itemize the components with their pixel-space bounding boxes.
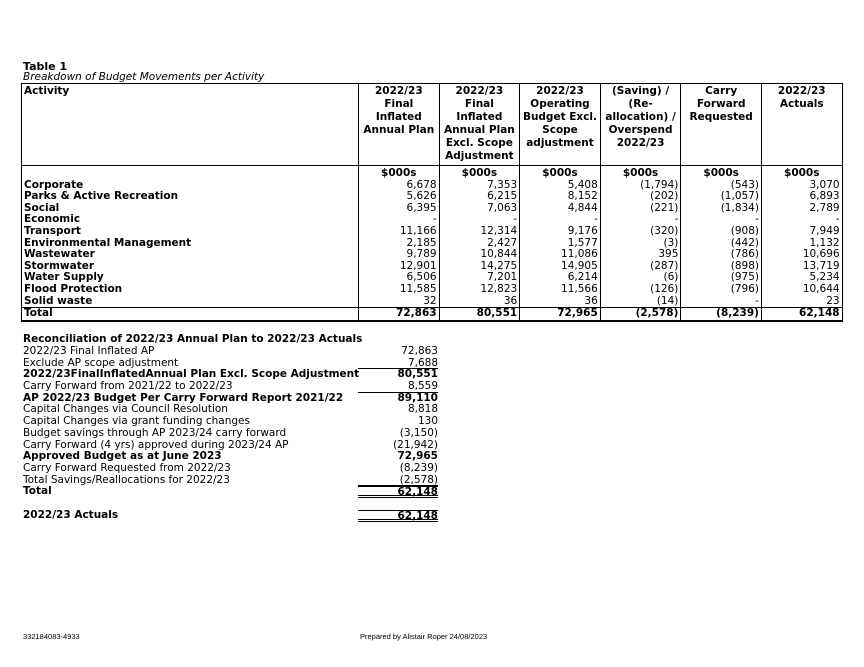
activity-name: Economic (22, 214, 359, 226)
reconciliation-label: Exclude AP scope adjustment (23, 356, 179, 369)
reconciliation-label: Capital Changes via grant funding changes (23, 415, 250, 428)
value-cell: (898) (681, 261, 762, 273)
value-cell: 3,070 (761, 180, 842, 192)
units-row (22, 166, 843, 180)
reconciliation-label: Total Savings/Reallocations for 2022/23 (23, 473, 230, 486)
reconciliation-label: 2022/23FinalInflatedAnnual Plan Excl. Scope Adjustment (23, 368, 360, 381)
column-header-actuals: 2022/23 Actuals (761, 84, 842, 166)
value-cell: (1,794) (600, 180, 681, 192)
reconciliation-label: Capital Changes via Council Resolution (23, 403, 228, 416)
reconciliation-label: Budget savings through AP 2023/24 carry forward (23, 426, 287, 439)
reconciliation-value: 130 (417, 415, 438, 428)
reconciliation-label: Carry Forward Requested from 2022/23 (23, 461, 231, 474)
activity-name: Environmental Management (22, 238, 359, 250)
value-cell: 62,148 (761, 308, 842, 321)
value-cell: 11,566 (520, 284, 601, 296)
value-cell: 1,577 (520, 238, 601, 250)
value-cell: 7,063 (439, 203, 520, 215)
column-header-saving: (Saving) / (Re-allocation) / Overspend 2022/23 (600, 84, 681, 166)
reconciliation-rows (23, 346, 438, 498)
value-cell: 12,901 (359, 261, 440, 273)
value-cell: (202) (600, 191, 681, 203)
value-cell: 6,395 (359, 203, 440, 215)
value-cell: - (359, 214, 440, 226)
value-cell: - (681, 296, 762, 308)
prepared-by: Prepared by Alistair Roper 24/08/2023 (360, 632, 488, 641)
value-cell: 6,214 (520, 272, 601, 284)
actuals-value: 62,148 (358, 510, 438, 522)
value-cell: 32 (359, 296, 440, 308)
reconciliation-value: 8,559 (358, 381, 438, 393)
activity-name: Transport (22, 226, 359, 238)
table-header-row (22, 84, 843, 166)
value-cell: 14,905 (520, 261, 601, 273)
reconciliation-label: Total (23, 485, 52, 498)
activity-name: Wastewater (22, 249, 359, 261)
reconciliation-row (23, 428, 438, 440)
value-cell: 72,965 (520, 308, 601, 321)
unit-cell: $000s (681, 166, 762, 180)
value-cell: - (520, 214, 601, 226)
value-cell: 8,152 (520, 191, 601, 203)
value-cell: - (600, 214, 681, 226)
reconciliation-row (23, 381, 438, 393)
reconciliation-value: 72,965 (397, 450, 438, 463)
document-id: 332184083-4933 (23, 632, 80, 641)
table-row (22, 203, 843, 215)
table-subtitle: Breakdown of Budget Movements per Activity (23, 71, 265, 83)
activity-name: Total (22, 308, 359, 321)
column-header-excl-scope: 2022/23 Final Inflated Annual Plan Excl. Scope Adjustment (439, 84, 520, 166)
value-cell: - (681, 214, 762, 226)
reconciliation-value: 72,863 (401, 345, 438, 357)
column-header-operating-budget: 2022/23 Operating Budget Excl. Scope adjustment (520, 84, 601, 166)
value-cell: (975) (681, 272, 762, 284)
value-cell: (908) (681, 226, 762, 238)
reconciliation-row (23, 486, 438, 498)
value-cell: 5,626 (359, 191, 440, 203)
value-cell: 2,427 (439, 238, 520, 250)
value-cell: (126) (600, 284, 681, 296)
value-cell: 5,234 (761, 272, 842, 284)
reconciliation-value: (3,150) (399, 426, 438, 439)
unit-cell: $000s (600, 166, 681, 180)
table-row (22, 249, 843, 261)
value-cell: 4,844 (520, 203, 601, 215)
reconciliation-value: (8,239) (399, 461, 438, 474)
value-cell: - (439, 214, 520, 226)
actuals-row (23, 510, 438, 522)
value-cell: 7,201 (439, 272, 520, 284)
reconciliation-label: Carry Forward (4 yrs) approved during 2023/24 AP (23, 438, 289, 451)
value-cell: 9,789 (359, 249, 440, 261)
table-row (22, 284, 843, 296)
value-cell: 7,353 (439, 180, 520, 192)
value-cell: 11,086 (520, 249, 601, 261)
value-cell: 23 (761, 296, 842, 308)
value-cell: 7,949 (761, 226, 842, 238)
value-cell: (287) (600, 261, 681, 273)
value-cell: 36 (439, 296, 520, 308)
budget-table (21, 83, 843, 322)
value-cell: 2,789 (761, 203, 842, 215)
value-cell: 14,275 (439, 261, 520, 273)
reconciliation-value: 8,818 (407, 403, 438, 416)
table-row (22, 226, 843, 238)
activity-name: Solid waste (22, 296, 359, 308)
value-cell: (1,834) (681, 203, 762, 215)
unit-cell: $000s (520, 166, 601, 180)
value-cell: 11,166 (359, 226, 440, 238)
reconciliation-row (23, 463, 438, 475)
value-cell: 1,132 (761, 238, 842, 250)
reconciliation-value: 80,551 (397, 368, 438, 381)
reconciliation-value: 62,148 (358, 486, 438, 498)
activity-name: Parks & Active Recreation (22, 191, 359, 203)
column-header-final-inflated-plan: 2022/23 Final Inflated Annual Plan (359, 84, 440, 166)
value-cell: 5,408 (520, 180, 601, 192)
reconciliation-label: Carry Forward from 2021/22 to 2022/23 (23, 380, 233, 393)
unit-cell: $000s (359, 166, 440, 180)
activity-name: Stormwater (22, 261, 359, 273)
column-header-activity: Activity (22, 84, 359, 166)
activity-name: Water Supply (22, 272, 359, 284)
unit-cell: $000s (439, 166, 520, 180)
value-cell: 9,176 (520, 226, 601, 238)
activity-name: Corporate (22, 180, 359, 192)
reconciliation-label: 2022/23 Final Inflated AP (23, 345, 155, 357)
column-header-carry-forward: Carry Forward Requested (681, 84, 762, 166)
value-cell: 11,585 (359, 284, 440, 296)
value-cell: 6,678 (359, 180, 440, 192)
reconciliation-heading: Reconciliation of 2022/23 Annual Plan to 2022/23 Actuals (23, 333, 363, 345)
actuals-label: 2022/23 Actuals (23, 508, 119, 521)
value-cell: (2,578) (600, 308, 681, 321)
value-cell: 36 (520, 296, 601, 308)
table-title: Table 1 (23, 60, 68, 73)
total-row (22, 308, 843, 321)
value-cell: (1,057) (681, 191, 762, 203)
value-cell: 395 (600, 249, 681, 261)
value-cell: 6,893 (761, 191, 842, 203)
value-cell: 80,551 (439, 308, 520, 321)
reconciliation-value: (21,942) (393, 438, 438, 451)
value-cell: 6,506 (359, 272, 440, 284)
value-cell: (442) (681, 238, 762, 250)
value-cell: (543) (681, 180, 762, 192)
value-cell: - (761, 214, 842, 226)
value-cell: (221) (600, 203, 681, 215)
activity-name: Flood Protection (22, 284, 359, 296)
reconciliation-value: (2,578) (358, 475, 438, 487)
units-label (22, 166, 359, 180)
reconciliation-value: 89,110 (397, 391, 438, 404)
value-cell: 72,863 (359, 308, 440, 321)
value-cell: 10,696 (761, 249, 842, 261)
value-cell: (3) (600, 238, 681, 250)
value-cell: (8,239) (681, 308, 762, 321)
value-cell: 6,215 (439, 191, 520, 203)
value-cell: (320) (600, 226, 681, 238)
reconciliation-row (23, 346, 438, 358)
activity-name: Social (22, 203, 359, 215)
value-cell: 10,844 (439, 249, 520, 261)
reconciliation-value: 7,688 (358, 358, 438, 370)
value-cell: 2,185 (359, 238, 440, 250)
reconciliation-label: Approved Budget as at June 2023 (23, 450, 222, 463)
table-row (22, 296, 843, 308)
reconciliation-row (23, 475, 438, 487)
value-cell: 12,823 (439, 284, 520, 296)
value-cell: 12,314 (439, 226, 520, 238)
value-cell: 13,719 (761, 261, 842, 273)
value-cell: 10,644 (761, 284, 842, 296)
value-cell: (796) (681, 284, 762, 296)
value-cell: (6) (600, 272, 681, 284)
unit-cell: $000s (761, 166, 842, 180)
reconciliation-label: AP 2022/23 Budget Per Carry Forward Report 2021/22 (23, 391, 344, 404)
reconciliation-section (23, 333, 438, 522)
value-cell: (14) (600, 296, 681, 308)
value-cell: (786) (681, 249, 762, 261)
